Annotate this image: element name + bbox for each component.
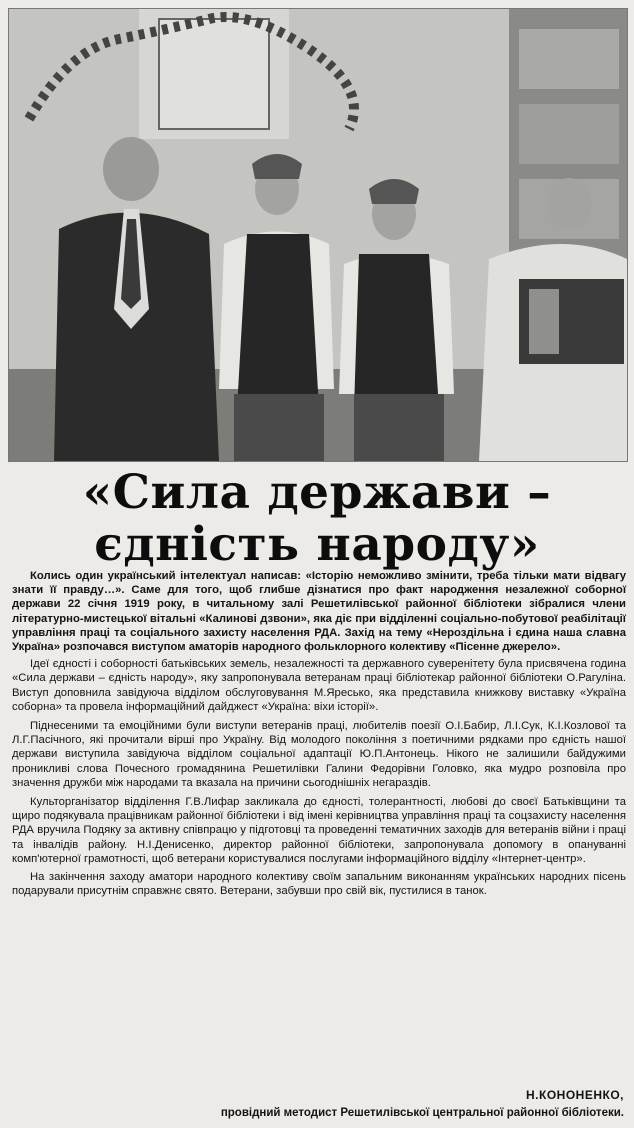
article-photo (8, 8, 628, 462)
lead-paragraph: Колись один український інтелектуал написав: «Історію неможливо змінити, треба тільки мати відвагу знати її правду…». Саме для того, щоб глибше дізнатися про факт народження незалежної соборної держави 22 січня 1919 року, в читальному залі Решетилівської районної бібліотеки зібралися члени літературно-мистецької вітальні «Калинові дзвони», яка діє при відділенні соціально-побутової реабілітації управління праці та соціального захисту населення РДА. Захід на тему «Нероздільна і єдина наша славна Україна» розпочався виступом аматорів народного фольклорного колективу «Пісенне джерело». (12, 570, 626, 654)
author-name: Н.КОНОНЕНКО, (526, 1088, 624, 1102)
author-position: провідний методист Решетилівської центральної районної бібліотеки. (220, 1107, 624, 1119)
headline-line-2: єдність народу» (94, 517, 540, 572)
article-headline (0, 467, 634, 571)
body-paragraph: Піднесеними та емоційними були виступи ветеранів праці, любителів поезії О.І.Бабир, Л.І.Сук, К.І.Козлової та Л.Г.Пасічного, які прочитали вірші про Україну. Від молодого покоління з поетичними рядками про єдність нашої держави виступила завідуюча відділом соціальної адаптації Ю.П.Антонець. Нікого не залишили байдужими проникливі слова Почесного громадянина Решетилівки Галини Федорівни Головко, яка мудро розповіла про значення дружби між народами та вказала на причини сьогоднішніх негараздів. (12, 720, 626, 789)
body-paragraph: На закінчення заходу аматори народного колективу своїм запальним виконанням українських народних пісень подарували присутнім справжнє свято. Ветерани, забувши про свій вік, пустилися в танок. (12, 871, 626, 898)
body-paragraph: Культорганізатор відділення Г.В.Лифар закликала до єдності, толерантності, любові до своєї Батьківщини та щиро подякувала працівникам районної бібліотеки і від імені керівництва управління праці та соцзахисту населення РДА вручила Подяку за активну співпрацю у підготовці та проведенні тематичних заходів для ветеранів війни і праці та інвалідів району. Н.І.Денисенко, директор районної бібліотеки, запропонувала допомогу в опануванні комп'ютерної грамотності, щоб ветерани користувалися послугами інформаційного відділу «Інтернет-центр». (12, 796, 626, 865)
group-photo-icon (9, 9, 627, 461)
headline-line-1: «Сила держави – (82, 465, 552, 520)
article-body (12, 569, 626, 901)
body-paragraph: Ідеї єдності і соборності батьківських земель, незалежності та державного суверенітету була присвячена година «Сила держави – єдність народу», яку запропонувала ветеранам праці бібліотекар районної бібліотеки О.Рагуліна. Виступ доповнила завідуюча відділом обслуговування М.Яресько, яка представила книжкову виставку «Україна соборна» та провела інформаційний дайджест «Україна: віхи історії». (12, 658, 626, 713)
